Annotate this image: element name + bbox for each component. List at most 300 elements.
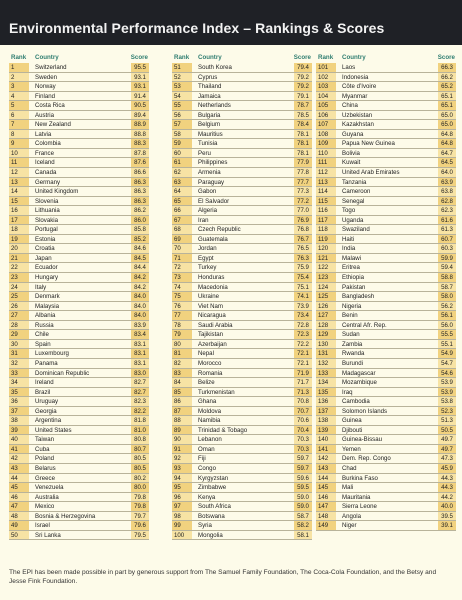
score-cell: 70.7 [294,407,312,417]
rank-cell: 133 [316,369,336,379]
score-cell: 58.0 [438,292,456,302]
country-cell: Taiwan [35,436,54,444]
table-row [9,426,149,436]
score-cell: 77.3 [294,187,312,197]
score-cell: 73.9 [294,302,312,312]
country-cell: Djibouti [342,426,363,434]
table-row [9,225,149,235]
table-row [316,407,456,417]
rank-cell: 97 [172,502,192,512]
score-cell: 58.2 [294,521,312,531]
score-cell: 76.3 [294,254,312,264]
rank-cell: 138 [316,416,336,426]
rank-cell: 48 [9,512,29,522]
rank-cell: 145 [316,483,336,493]
country-cell: El Salvador [198,197,230,205]
table-row [9,369,149,379]
rank-cell: 140 [316,435,336,445]
score-cell: 62.3 [438,206,456,216]
table-row [172,359,312,369]
country-cell: Bosnia & Herzegovina [35,512,96,520]
rank-cell: 78 [172,321,192,331]
country-cell: Hungary [35,274,59,282]
rank-cell: 38 [9,416,29,426]
country-cell: France [35,149,54,157]
country-cell: Kuwait [342,159,361,167]
table-row [316,168,456,178]
table-row [9,130,149,140]
rank-cell: 113 [316,178,336,188]
country-cell: Nigeria [342,302,362,310]
score-cell: 65.1 [438,92,456,102]
score-cell: 54.7 [438,359,456,369]
rank-cell: 144 [316,474,336,484]
rank-cell: 27 [9,311,29,321]
table-row [172,139,312,149]
table-row [9,445,149,455]
rank-cell: 135 [316,388,336,398]
table-row [9,483,149,493]
table-row [172,273,312,283]
table-row [9,187,149,197]
rankings-column-3 [316,52,456,531]
rank-cell: 68 [172,225,192,235]
rank-cell: 4 [9,92,29,102]
country-cell: Kyrgyzstan [198,474,229,482]
score-cell: 70.3 [294,435,312,445]
score-cell: 80.0 [131,483,149,493]
score-cell: 80.7 [131,445,149,455]
rank-cell: 3 [9,82,29,92]
score-cell: 59.5 [294,483,312,493]
table-row [172,521,312,531]
rank-cell: 80 [172,340,192,350]
rank-cell: 101 [316,63,336,73]
score-cell: 64.5 [438,158,456,168]
table-row [172,321,312,331]
country-cell: Jordan [198,245,217,253]
country-cell: Guyana [342,130,364,138]
country-cell: Chile [35,331,49,339]
table-row [9,168,149,178]
country-cell: New Zealand [35,121,71,129]
table-row [9,206,149,216]
score-cell: 93.1 [131,73,149,83]
country-cell: Estonia [35,235,56,243]
country-cell: Jamaica [198,92,221,100]
score-cell: 74.1 [294,292,312,302]
rank-cell: 146 [316,493,336,503]
score-cell: 89.4 [131,111,149,121]
country-cell: Greece [35,474,55,482]
country-cell: United Arab Emirates [342,169,400,177]
score-cell: 84.5 [131,254,149,264]
country-cell: Mozambique [342,379,377,387]
table-row [172,330,312,340]
score-cell: 40.0 [438,502,456,512]
score-cell: 70.3 [294,445,312,455]
country-cell: Trinidad & Tobago [198,426,248,434]
table-row [9,254,149,264]
rank-cell: 91 [172,445,192,455]
country-cell: Cameroon [342,188,371,196]
rank-cell: 54 [172,92,192,102]
score-cell: 79.2 [294,82,312,92]
score-cell: 80.8 [131,435,149,445]
score-cell: 86.2 [131,206,149,216]
table-row [172,349,312,359]
country-cell: Niger [342,522,357,530]
table-row [9,120,149,130]
country-cell: Denmark [35,293,60,301]
country-cell: Thailand [198,83,222,91]
table-row [172,101,312,111]
score-cell: 83.1 [131,359,149,369]
table-row [316,464,456,474]
score-cell: 82.7 [131,388,149,398]
rank-cell: 18 [9,225,29,235]
table-row [316,502,456,512]
table-row [316,521,456,531]
rank-cell: 72 [172,263,192,273]
rank-cell: 122 [316,263,336,273]
score-cell: 54.9 [438,349,456,359]
country-cell: Venezuela [35,484,64,492]
rank-cell: 117 [316,216,336,226]
country-cell: Turkmenistan [198,388,235,396]
country-cell: Laos [342,64,356,71]
score-cell: 73.4 [294,311,312,321]
table-row [9,197,149,207]
country-cell: United States [35,426,72,434]
table-row [9,493,149,503]
country-cell: Canada [35,169,57,177]
score-cell: 44.2 [438,493,456,503]
rank-cell: 33 [9,369,29,379]
table-row [9,63,149,73]
country-cell: Tanzania [342,178,367,186]
score-cell: 78.1 [294,130,312,140]
rank-cell: 57 [172,120,192,130]
table-row [172,493,312,503]
score-cell: 75.9 [294,263,312,273]
table-row [316,178,456,188]
country-cell: Sudan [342,331,360,339]
table-row [9,82,149,92]
rank-cell: 136 [316,397,336,407]
rank-cell: 11 [9,158,29,168]
country-cell: Central Afr. Rep. [342,321,387,329]
table-row [172,483,312,493]
table-row [316,311,456,321]
table-row [316,512,456,522]
score-cell: 81.0 [131,426,149,436]
score-cell: 49.7 [438,435,456,445]
country-cell: Rwanda [342,350,365,358]
score-cell: 59.7 [294,464,312,474]
rank-cell: 79 [172,330,192,340]
rank-cell: 81 [172,349,192,359]
rank-cell: 94 [172,474,192,484]
rank-cell: 41 [9,445,29,455]
table-row [172,474,312,484]
score-cell: 56.1 [438,311,456,321]
score-cell: 78.4 [294,120,312,130]
score-cell: 85.8 [131,225,149,235]
table-row [316,158,456,168]
rank-cell: 30 [9,340,29,350]
country-cell: Argentina [35,417,62,425]
rank-cell: 34 [9,378,29,388]
country-cell: Viet Nam [198,302,223,310]
score-cell: 70.6 [294,416,312,426]
country-cell: South Africa [198,503,231,511]
rank-cell: 10 [9,149,29,159]
country-cell: Czech Republic [198,226,241,234]
score-cell: 76.5 [294,244,312,254]
score-cell: 59.0 [294,502,312,512]
score-cell: 95.5 [131,63,149,73]
country-cell: India [342,245,356,253]
table-row [172,263,312,273]
table-row [9,521,149,531]
country-cell: Tunisia [198,140,218,148]
country-cell: Yemen [342,445,361,453]
country-cell: Chad [342,464,357,472]
table-row [316,82,456,92]
rank-cell: 46 [9,493,29,503]
table-row [172,407,312,417]
country-cell: Georgia [35,407,57,415]
table-row [316,292,456,302]
rankings-rows [9,63,149,540]
country-cell: Côte d’Ivoire [342,83,377,91]
country-cell: Paraguay [198,178,225,186]
score-cell: 82.7 [131,378,149,388]
rank-cell: 96 [172,493,192,503]
table-row [172,454,312,464]
country-cell: Belize [198,379,215,387]
rank-cell: 19 [9,235,29,245]
country-cell: Solomon Islands [342,407,388,415]
rank-cell: 118 [316,225,336,235]
rank-cell: 16 [9,206,29,216]
table-row [316,302,456,312]
score-cell: 45.9 [438,464,456,474]
score-cell: 86.0 [131,216,149,226]
rank-cell: 53 [172,82,192,92]
rank-cell: 31 [9,349,29,359]
table-row [172,158,312,168]
rank-cell: 15 [9,197,29,207]
country-cell: Bolivia [342,149,360,157]
rank-cell: 89 [172,426,192,436]
score-cell: 63.8 [438,187,456,197]
score-cell: 86.3 [131,187,149,197]
country-cell: Colombia [35,140,61,148]
score-cell: 53.8 [438,397,456,407]
table-row [316,63,456,73]
rank-cell: 148 [316,512,336,522]
country-cell: Lebanon [198,436,222,444]
rank-cell: 147 [316,502,336,512]
country-cell: Turkey [198,264,217,272]
country-cell: Mauritius [198,130,223,138]
rank-cell: 149 [316,521,336,531]
country-cell: Dominican Republic [35,369,90,377]
row-divider [316,530,456,531]
score-cell: 72.3 [294,330,312,340]
rank-cell: 64 [172,187,192,197]
country-cell: Israel [35,522,50,530]
score-cell: 64.8 [438,139,456,149]
score-cell: 70.8 [294,397,312,407]
score-cell: 88.9 [131,120,149,130]
rank-cell: 17 [9,216,29,226]
rank-cell: 66 [172,206,192,216]
table-row [9,378,149,388]
score-cell: 83.1 [131,349,149,359]
rank-cell: 9 [9,139,29,149]
rank-cell: 115 [316,197,336,207]
rank-cell: 50 [9,531,29,541]
country-cell: Peru [198,149,211,157]
rank-cell: 12 [9,168,29,178]
country-cell: Mexico [35,503,55,511]
score-cell: 71.9 [294,369,312,379]
country-cell: Azerbaijan [198,340,227,348]
table-row [9,397,149,407]
table-row [9,454,149,464]
rank-cell: 40 [9,435,29,445]
row-divider [172,539,312,540]
country-cell: Mongolia [198,531,223,539]
score-cell: 84.2 [131,283,149,293]
score-cell: 64.7 [438,149,456,159]
table-row [316,73,456,83]
table-row [9,349,149,359]
rank-cell: 82 [172,359,192,369]
rank-cell: 26 [9,302,29,312]
table-row [172,168,312,178]
rank-cell: 103 [316,82,336,92]
table-row [9,149,149,159]
score-cell: 79.7 [131,512,149,522]
rank-cell: 7 [9,120,29,130]
rank-cell: 1 [9,63,29,73]
table-row [172,197,312,207]
table-row [316,235,456,245]
country-cell: Cyprus [198,73,218,81]
rank-cell: 84 [172,378,192,388]
rank-cell: 37 [9,407,29,417]
table-row [316,321,456,331]
rank-cell: 47 [9,502,29,512]
country-cell: Zambia [342,340,363,348]
score-cell: 83.1 [131,340,149,350]
score-cell: 56.0 [438,321,456,331]
country-cell: Japan [35,254,52,262]
rank-cell: 42 [9,454,29,464]
score-cell: 51.3 [438,416,456,426]
table-row [316,474,456,484]
table-row [172,149,312,159]
score-cell: 60.3 [438,244,456,254]
rank-cell: 51 [172,63,192,73]
table-row [316,493,456,503]
table-row [172,244,312,254]
score-cell: 39.1 [438,521,456,531]
column-header [172,52,312,63]
table-row [9,502,149,512]
country-cell: Cuba [35,445,50,453]
score-cell: 85.2 [131,235,149,245]
table-row [9,474,149,484]
table-row [172,283,312,293]
score-cell: 80.5 [131,454,149,464]
score-cell: 65.2 [438,82,456,92]
score-cell: 77.7 [294,178,312,188]
rank-cell: 119 [316,235,336,245]
country-cell: Malaysia [35,302,60,310]
score-cell: 60.7 [438,235,456,245]
score-cell: 86.6 [131,168,149,178]
table-row [9,101,149,111]
country-cell: Syria [198,522,212,530]
country-cell: Russia [35,321,54,329]
score-cell: 82.3 [131,397,149,407]
country-cell: Guinea-Bissau [342,436,382,444]
score-cell: 59.9 [438,254,456,264]
country-cell: Bangladesh [342,293,375,301]
rank-cell: 87 [172,407,192,417]
rank-cell: 124 [316,283,336,293]
score-cell: 65.0 [438,111,456,121]
country-cell: Sweden [35,73,58,81]
country-cell: Guatemala [198,235,228,243]
score-cell: 55.5 [438,330,456,340]
score-cell: 75.1 [294,283,312,293]
rank-cell: 8 [9,130,29,140]
country-cell: Uganda [342,216,364,224]
score-cell: 59.4 [438,263,456,273]
score-cell: 77.0 [294,206,312,216]
country-cell: Mali [342,484,354,492]
score-cell: 93.1 [131,82,149,92]
table-row [316,397,456,407]
rank-cell: 125 [316,292,336,302]
country-cell: Guinea [342,417,362,425]
table-row [9,273,149,283]
rank-cell: 22 [9,263,29,273]
table-row [316,349,456,359]
rank-cell: 137 [316,407,336,417]
country-cell: Nepal [198,350,214,358]
score-cell: 78.5 [294,111,312,121]
table-row [172,502,312,512]
rank-cell: 86 [172,397,192,407]
table-row [9,531,149,541]
table-row [9,340,149,350]
table-row [172,82,312,92]
score-cell: 72.2 [294,340,312,350]
country-cell: Portugal [35,226,58,234]
rank-cell: 132 [316,359,336,369]
table-row [172,92,312,102]
rank-cell: 141 [316,445,336,455]
table-row [316,388,456,398]
rank-cell: 121 [316,254,336,264]
